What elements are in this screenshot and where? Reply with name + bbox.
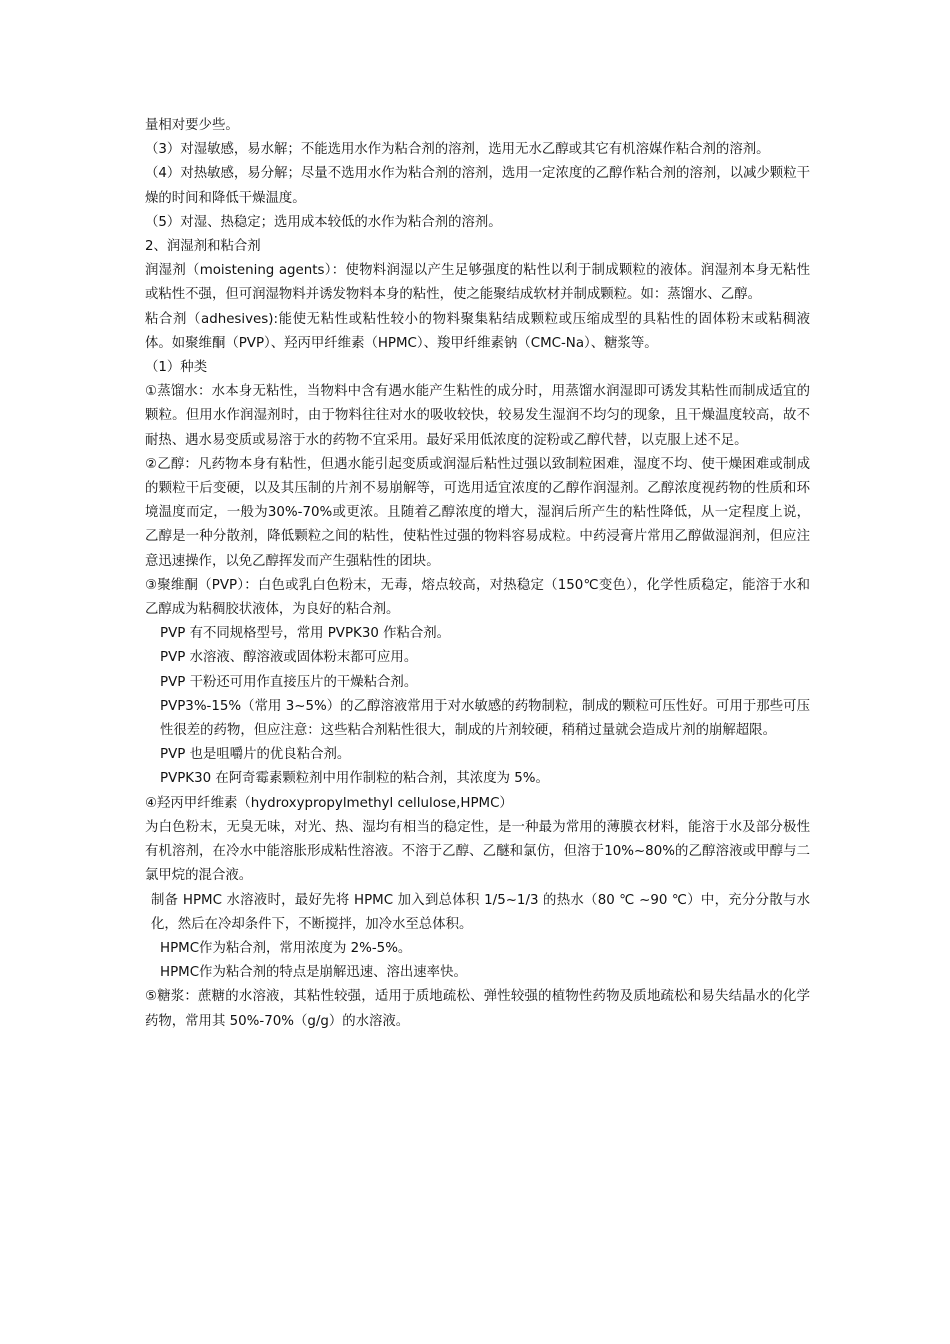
section-heading: 2、润湿剂和粘合剂: [145, 239, 261, 255]
paragraph-pvpk30-azithromycin: PVPK30 在阿奇霉素颗粒剂中用作制粒的粘合剂，其浓度为 5%。: [160, 771, 549, 787]
paragraph-pvp-chewable: PVP 也是咀嚼片的优良粘合剂。: [160, 747, 351, 763]
paragraph-hpmc-preparation: 制备 HPMC 水溶液时，最好先将 HPMC 加入到总体积 1/5~1/3 的热水（80 ℃ ~90 ℃）中，充分分散与水化，然后在冷却条件下，不断搅拌，加冷水至总体积。: [151, 892, 810, 932]
document-page: [145, 114, 810, 1034]
subheading-types: （1）种类: [145, 360, 208, 376]
paragraph-pvp-ethanol-solution: PVP3%-15%（常用 3~5%）的乙醇溶液常用于对水敏感的药物制粒，制成的颗粒可压性好。可用于那些可压性很差的药物，但应注意：这些粘合剂粘性很大，制成的片剂较硬，稍稍过量就会造成片剂的崩解超限。: [160, 698, 810, 739]
paragraph-item-5: （5）对湿、热稳定；选用成本较低的水作为粘合剂的溶剂。: [145, 214, 502, 230]
paragraph-hpmc-description: 为白色粉末，无臭无味，对光、热、湿均有相当的稳定性，是一种最为常用的薄膜衣材料，能溶于水及部分极性有机溶剂，在冷水中能溶胀形成粘性溶液。不溶于乙醇、乙醚和氯仿，但溶于10%~80%的乙醇溶液或甲醇与二氯甲烷的混合液。: [145, 819, 810, 884]
paragraph-hpmc-features: HPMC作为粘合剂的特点是崩解迅速、溶出速率快。: [160, 965, 467, 981]
paragraph-hpmc-heading: ④羟丙甲纤维素（hydroxypropylmethyl cellulose,HPMC）: [145, 795, 513, 811]
paragraph-syrup: ⑤糖浆：蔗糖的水溶液，其粘性较强，适用于质地疏松、弹性较强的植物性药物及质地疏松和易失结晶水的化学药物，常用其 50%-70%（g/g）的水溶液。: [145, 989, 810, 1029]
paragraph-ethanol: ②乙醇：凡药物本身有粘性，但遇水能引起变质或润湿后粘性过强以致制粒困难，湿度不均、使干燥困难或制成的颗粒干后变硬，以及其压制的片剂不易崩解等，可选用适宜浓度的乙醇作润湿剂。乙醇浓度视药物的性质和环境温度而定，一般为30%-70%或更浓。且随着乙醇浓度的增大，湿润后所产生的粘性降低，从一定程度上说，乙醇是一种分散剂，降低颗粒之间的粘性，使粘性过强的物料容易成粒。中药浸膏片常用乙醇做湿润剂，但应注意迅速操作，以免乙醇挥发而产生强粘性的团块。: [145, 456, 810, 569]
paragraph-intro: 量相对要少些。: [145, 118, 239, 133]
paragraph-adhesives: 粘合剂（adhesives):能使无粘性或粘性较小的物料聚集粘结成颗粒或压缩成型的具粘性的固体粉末或粘稠液体。如聚维酮（PVP）、羟丙甲纤维素（HPMC）、羧甲纤维素钠（CMC-Na）、糖浆等。: [145, 311, 810, 351]
paragraph-item-4: （4）对热敏感，易分解；尽量不选用水作为粘合剂的溶剂，选用一定浓度的乙醇作粘合剂的溶剂，以减少颗粒干燥的时间和降低干燥温度。: [145, 166, 810, 206]
paragraph-pvp: ③聚维酮（PVP）：白色或乳白色粉末，无毒，熔点较高，对热稳定（150℃变色），化学性质稳定，能溶于水和乙醇成为粘稠胶状液体，为良好的粘合剂。: [145, 577, 810, 618]
paragraph-pvp-forms: PVP 水溶液、醇溶液或固体粉末都可应用。: [160, 650, 418, 666]
paragraph-moistening-agents: 润湿剂（moistening agents）：使物料润湿以产生足够强度的粘性以利于制成颗粒的液体。润湿剂本身无粘性或粘性不强，但可润湿物料并诱发物料本身的粘性，使之能聚结成软材并制成颗粒。如：蒸馏水、乙醇。: [145, 263, 810, 303]
paragraph-hpmc-concentration: HPMC作为粘合剂，常用浓度为 2%-5%。: [160, 940, 412, 956]
paragraph-distilled-water: ①蒸馏水：水本身无粘性，当物料中含有遇水能产生粘性的成分时，用蒸馏水润湿即可诱发其粘性而制成适宜的颗粒。但用水作润湿剂时，由于物料往往对水的吸收较快，较易发生湿润不均匀的现象，且干燥温度较高，故不耐热、遇水易变质或易溶于水的药物不宜采用。最好采用低浓度的淀粉或乙醇代替，以克服上述不足。: [145, 384, 810, 448]
paragraph-item-3: （3）对湿敏感，易水解；不能选用水作为粘合剂的溶剂，选用无水乙醇或其它有机溶媒作粘合剂的溶剂。: [145, 142, 770, 158]
paragraph-pvp-grades: PVP 有不同规格型号，常用 PVPK30 作粘合剂。: [160, 626, 451, 642]
paragraph-pvp-dry: PVP 干粉还可用作直接压片的干燥粘合剂。: [160, 674, 418, 690]
